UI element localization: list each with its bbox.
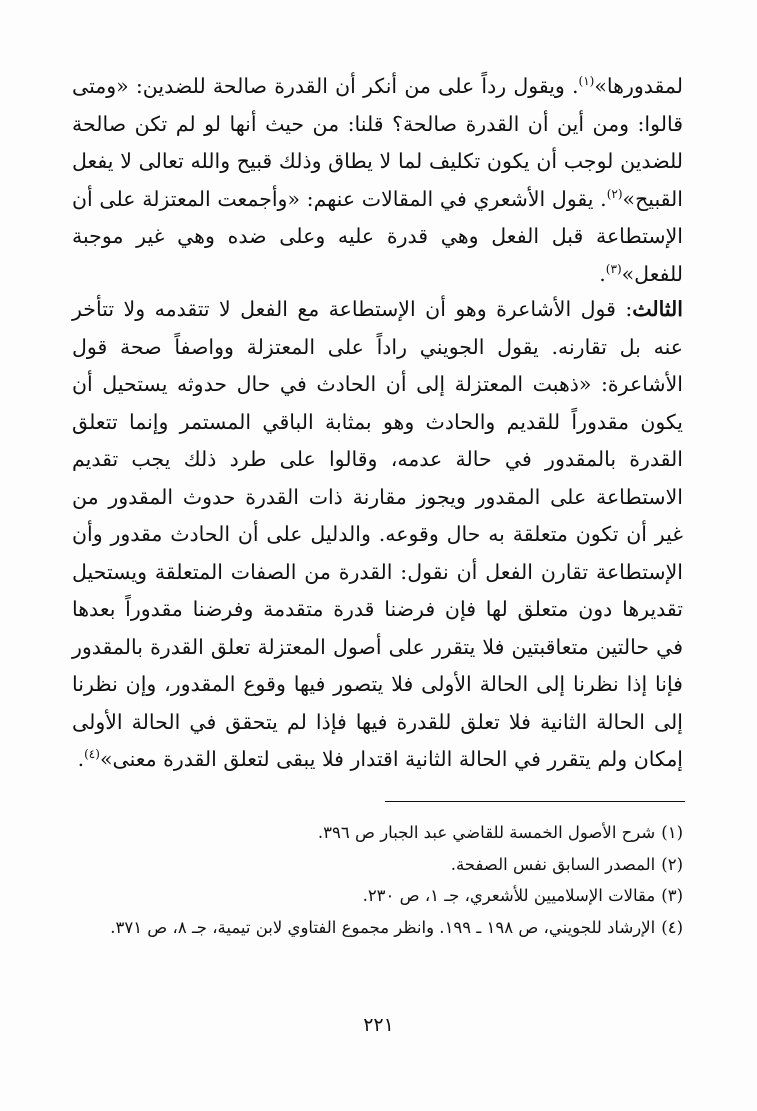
footnote-number: (٤): [661, 917, 683, 937]
footnote-ref-4: (٤): [84, 747, 100, 761]
paragraph-1-segment: . يقول الأشعري في المقالات عنهم: «وأجمعت المعتزلة على أن الإستطاعة قبل الفعل وهي قدرة عليه وعلى ضده وهي غير موجبة للفعل»: [72, 186, 683, 286]
paragraph-2: [72, 291, 683, 779]
footnote-number: (٣): [661, 886, 683, 905]
footnote-3: [72, 880, 683, 912]
footnote-text: شرح الأصول الخمسة للقاضي عبد الجبار ص ٣٩٦.: [317, 823, 656, 842]
footnotes: [72, 817, 683, 943]
paragraph-1-segment: .: [599, 261, 606, 286]
footnote-ref-2: (٢): [606, 186, 623, 201]
footnote-2: [72, 849, 683, 881]
footnote-number: (١): [661, 823, 683, 842]
footnote-text: مقالات الإسلاميين للأشعري، جـ ١، ص ٢٣٠.: [362, 886, 656, 905]
paragraph-1: [72, 68, 683, 293]
paragraph-1-segment: لمقدورها»: [594, 74, 683, 98]
paragraph-1-text: [72, 68, 683, 293]
footnote-number: (٢): [661, 854, 683, 874]
paragraph-2-text: [72, 291, 683, 779]
paragraph-2-lead: الثالث: [632, 297, 683, 321]
footnote-text: الإرشاد للجويني، ص ١٩٨ ـ ١٩٩. وانظر مجموع الفتاوي لابن تيمية، جـ ٨، ص ٣٧١.: [110, 917, 656, 937]
footnote-1: [72, 817, 683, 849]
footnote-text: المصدر السابق نفس الصفحة.: [450, 854, 656, 874]
footnote-ref-1: (١): [578, 74, 595, 88]
paragraph-2-end: .: [77, 747, 85, 771]
paragraph-2-body: : قول الأشاعرة وهو أن الإستطاعة مع الفعل لا تتقدمه ولا تتأخر عنه بل تقارنه. يقول الجويني راداً على المعتزلة وواصفاً صحة قول الأشاعرة: «ذهبت المعتزلة إلى أن الحادث في حال حدوثه يستحيل أن يكون مقدوراً للقديم والحادث وهو بمثابة الباقي المستمر وإنما تتعلق القدرة بالمقدور في حالة عدمه، وقالوا على طرد ذلك يجب تقديم الاستطاعة على المقدور ويجوز مقارنة ذات القدرة حدوث المقدور من غير أن تكون متعلقة به حال وقوعه. والدليل على أن الحادث مقدور وأن الإستطاعة تقارن الفعل أن نقول: القدرة من الصفات المتعلقة ويستحيل تقديرها دون متعلق لها فإن فرضنا قدرة متقدمة وفرضنا مقدوراً بعدها في حالتين متعاقبتين فلا يتقرر على أصول المعتزلة تعلق القدرة بالمقدور فإنا إذا نظرنا إلى الحالة الأولى فلا يتصور فيها وقوع المقدور، وإن نظرنا إلى الحالة الثانية فلا تعلق للقدرة فيها فإذا لم يتحقق في الحالة الأولى إمكان ولم يتقرر في الحالة الثانية اقتدار فلا يبقى لتعلق القدرة معنى»: [72, 297, 683, 771]
footnote-ref-3: (٣): [605, 261, 622, 276]
footnote-divider: [385, 801, 685, 802]
footnote-4: [72, 912, 683, 944]
paragraph-1-segment: . ويقول رداً على من أنكر أن القدرة صالحة للضدين: «ومتى قالوا: ومن أين أن القدرة صالحة؟ قلنا: من حيث أنها لو لم تكن صالحة للضدين لوجب أن يكون تكليف لما لا يطاق وذلك قبيح والله تعالى لا يفعل القبيح»: [72, 74, 683, 211]
page-number: ٢٢١: [363, 1014, 394, 1036]
